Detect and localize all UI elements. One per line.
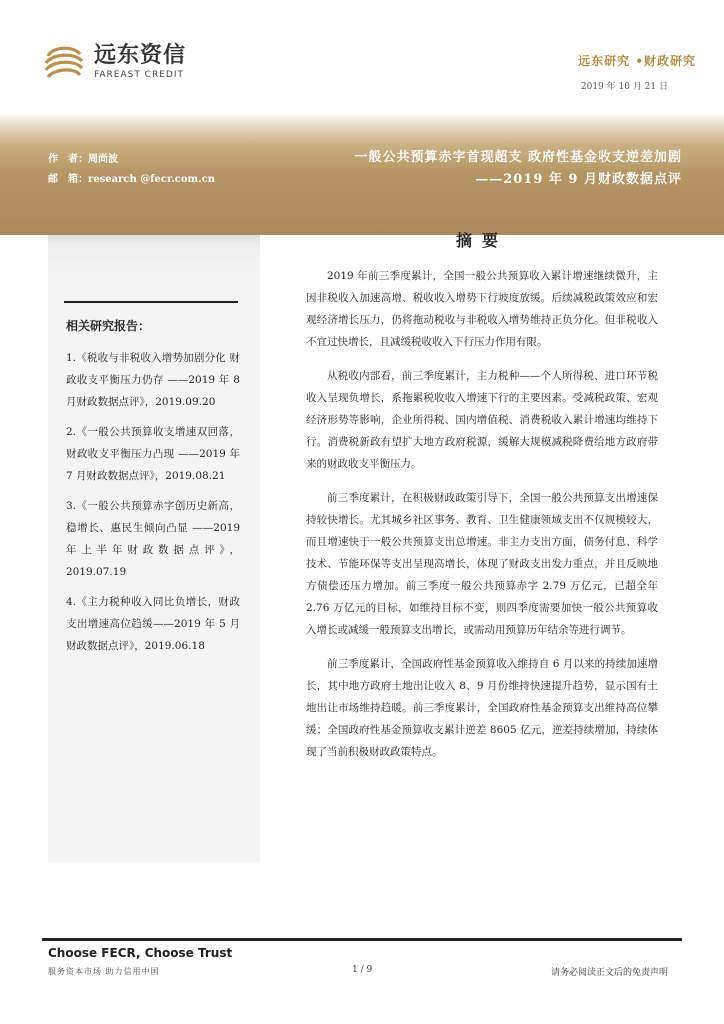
- footer-disclaimer: 请务必阅读正文后的免责声明: [550, 968, 668, 978]
- report-date: 2019 年 10 月 21 日: [580, 82, 668, 92]
- author-block: [48, 150, 215, 190]
- summary-paragraph: 前三季度累计，在积极财政政策引导下，全国一般公共预算支出增速保持较快增长。尤其城乡社区事务、教育、卫生健康领域支出不仅规模较大，而且增速快于一般公共预算支出总增速。非主力支出方面，债务付息、科学技术、节能环保等支出呈现高增长，体现了财政支出发力重点，并且反映地方债偿还压力增加。前三季度一般公共预算赤字 2.79 万亿元，已超全年 2.76 万亿元的目标，如维持目标不变，则四季度需要加快一般公共预算收入增长或减缓一般预算支出增长，或需动用预算历年结余等进行调节。: [306, 492, 658, 636]
- related-reports-list: [66, 347, 240, 665]
- related-report-item: 4.《主力税种收入同比负增长，财政支出增速高位趋缓——2019 年 5 月财政数据点评》，2019.06.18: [66, 596, 240, 652]
- report-title: 一般公共预算赤字首现超支 政府性基金收支逆差加剧: [354, 150, 682, 165]
- email-line: 邮 箱：research @fecr.com.cn: [48, 174, 215, 185]
- footer-brand: Choose FECR, Choose Trust: [48, 946, 233, 960]
- fareast-logo-icon: [42, 42, 86, 82]
- summary-paragraph: 2019 年前三季度累计，全国一般公共预算收入累计增速继续微升，主因非税收入加速高增、税收收入增势下行坡度放缓。后续减税政策效应和宏观经济增长压力，仍将拖动税收与非税收入增势维持正负分化。但非税收入不宜过快增长，且减缓税收收入下行压力作用有限。: [306, 270, 658, 348]
- report-title-block: [354, 147, 682, 191]
- page-number: 1 / 9: [352, 965, 373, 975]
- sidebar-divider: [64, 301, 238, 303]
- company-logo: [42, 42, 186, 82]
- report-series: 远东研究 •财政研究: [578, 54, 696, 68]
- summary-paragraph: 从税收内部看，前三季度累计，主力税种——个人所得税、进口环节税收入呈现负增长，系拖累税收收入增速下行的主要因素。受减税政策、宏观经济形势等影响，企业所得税、国内增值税、消费税收入累计增速均维持下行。消费税新政有望扩大地方政府税源，缓解大规模减税降费给地方政府带来的财政收支平衡压力。: [306, 370, 658, 470]
- related-report-item: 2.《一般公共预算收支增速双回落，财政收支平衡压力凸现 ——2019 年 7 月财政数据点评》，2019.08.21: [66, 426, 240, 482]
- related-report-item: 1.《税收与非税收入增势加剧分化 财政收支平衡压力仍存 ——2019 年 8 月财政数据点评》，2019.09.20: [66, 352, 240, 408]
- logo-chinese-name: 远东资信: [94, 43, 187, 68]
- header-band: [0, 0, 724, 235]
- footer-divider: [42, 938, 682, 941]
- summary-section: [306, 228, 658, 775]
- summary-paragraph: 前三季度累计，全国政府性基金预算收入维持自 6 月以来的持续加速增长，其中地方政府土地出让收入 8、9 月份维持快速提升趋势，显示国有土地出让市场维持趋暖。前三季度累计，全国政府性基金预算支出维持高位攀缓；全国政府性基金预算收支累计逆差 8605 亿元，逆差持续增加，持续体现了当前积极财政政策特点。: [306, 658, 658, 758]
- report-subtitle: ——2019 年 9 月财政数据点评: [475, 172, 682, 187]
- summary-title: 摘要: [455, 231, 508, 250]
- footer-slogan: 服务资本市场 助力信用中国: [48, 967, 160, 976]
- related-report-item: 3.《一般公共预算赤字创历史新高，稳增长、惠民生倾向凸显 ——2019 年上半年财政数据点评》，2019.07.19: [66, 500, 240, 578]
- related-reports-heading: 相关研究报告：: [66, 319, 151, 333]
- author-line: 作 者：周尚波: [48, 154, 118, 165]
- sidebar: [48, 235, 260, 862]
- logo-english-name: FAREAST CREDIT: [94, 70, 184, 80]
